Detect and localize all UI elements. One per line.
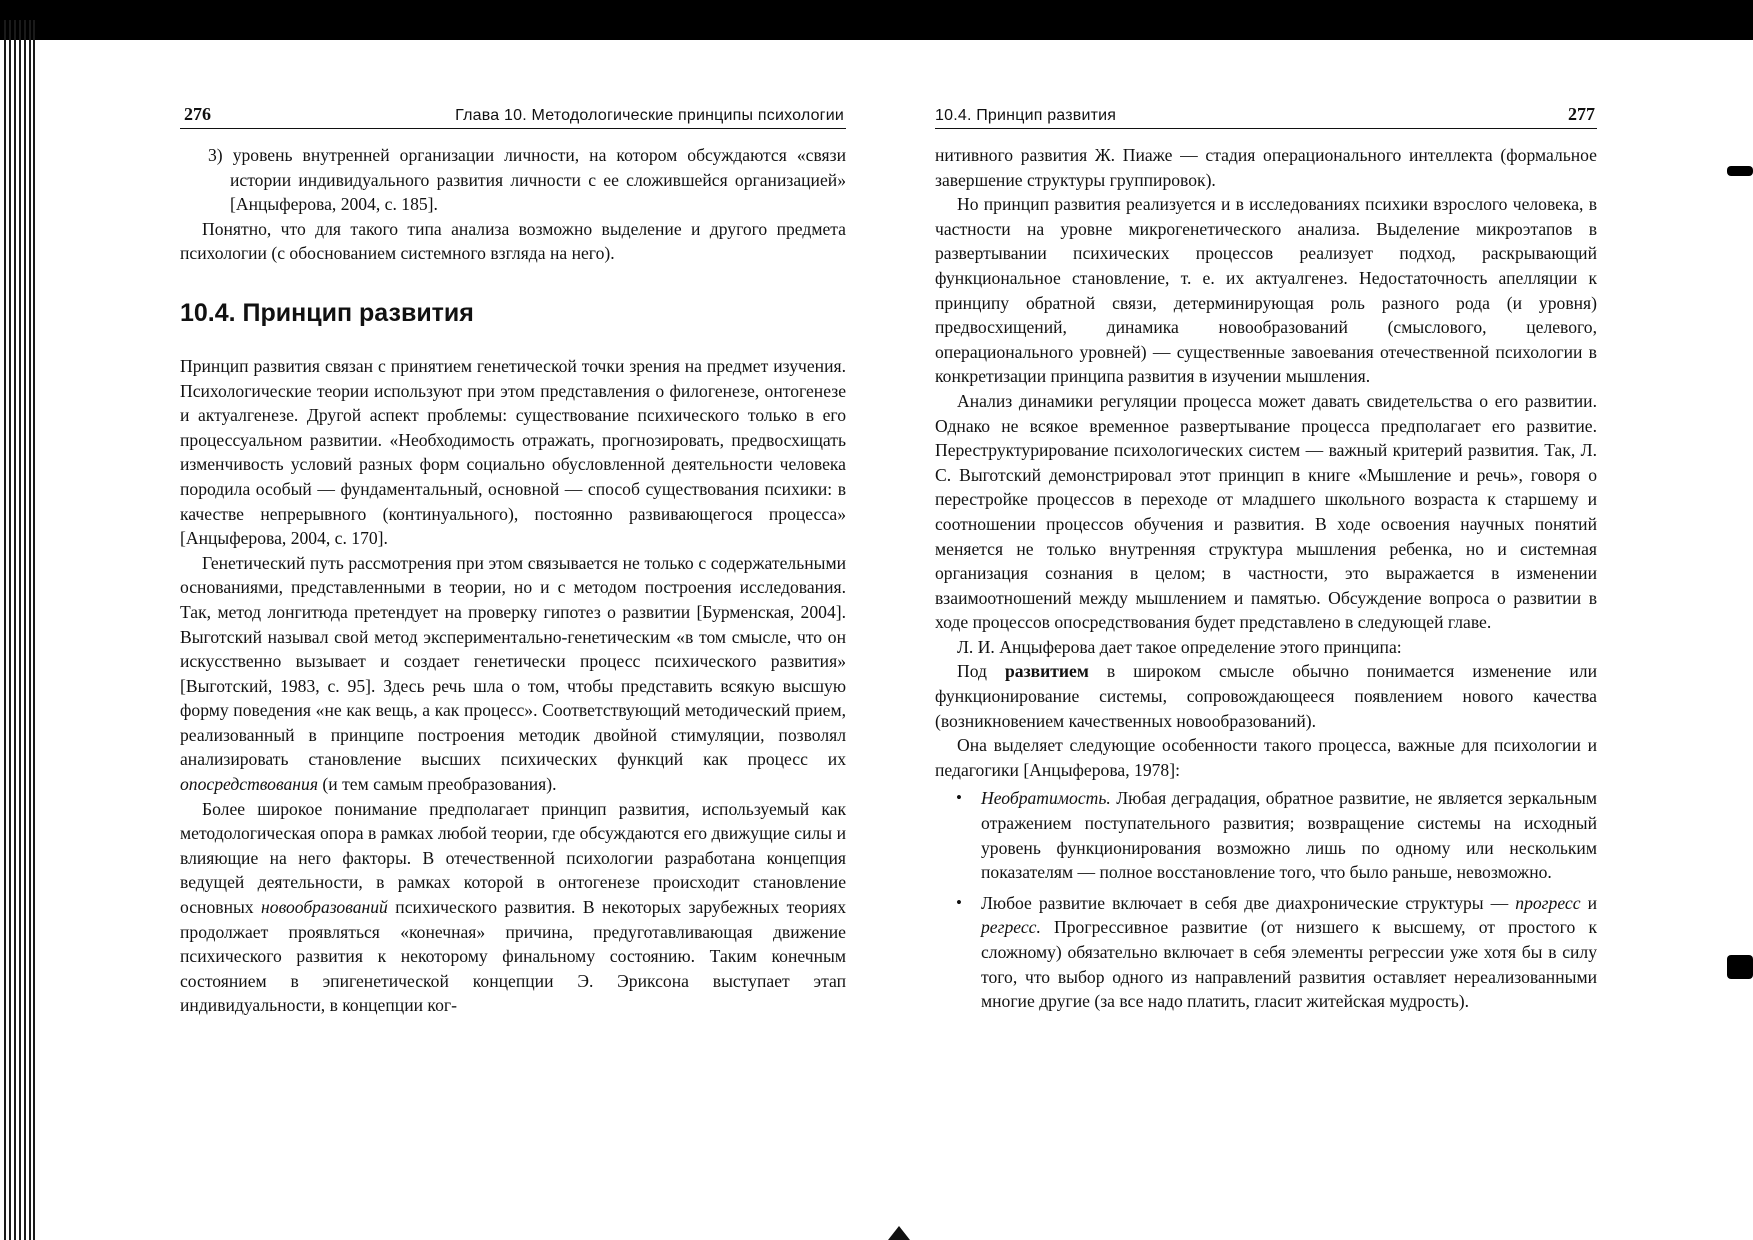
left-page <box>180 100 846 1018</box>
page-edge-mark-top <box>1727 166 1753 176</box>
book-binding-edge <box>0 20 40 1240</box>
running-head: Глава 10. Методологические принципы психологии <box>455 107 844 124</box>
scan-top-edge <box>0 0 1753 40</box>
running-head: 10.4. Принцип развития <box>935 107 1117 124</box>
bullet-icon: • <box>956 788 962 808</box>
paragraph: Но принцип развития реализуется и в исследованиях психики взрослого человека, в частности на уровне микрогенетического анализа. Выделение микроэтапов в развертывании психических процессов реализует подход, раскрывающий функциональное становление, т. е. их актуалгенез. Недостаточность апелляции к принципу обратной связи, детерминирующая роль разного рода (и уровня) предвосхищений, динамика новообразований (смыслового, целевого, операционального уровней) — существенные завоевания отечественной психологии в конкретизации принципа развития в изучении мышления. <box>935 194 1597 387</box>
right-page-text <box>935 143 1597 1014</box>
left-page-text <box>180 143 846 1018</box>
list-item: • Любое развитие включает в себя две диахронические структуры — прогресс и регресс. Прогрессивное развитие (от низшего к высшему, от простого к сложному) обязательно включает в себя элементы регрессии уже хотя бы в силу того, что выбор одного из направлений развития оставляет нереализованными многие другие (за все надо платить, гласит житейская мудрость). <box>956 892 1597 1012</box>
paragraph: Л. И. Анцыферова дает такое определение этого принципа: <box>957 636 1402 657</box>
page-number: 276 <box>184 104 211 124</box>
list-item: • Необратимость. Любая деградация, обратное развитие, не является зеркальным отражением поступательного развития; возвращение системы на исходный уровень функционирования возможно лишь по одному или нескольким показателям — полное восстановление того, что было раньше, невозможно. <box>956 788 1597 883</box>
section-title: 10.4. Принцип развития <box>180 298 474 327</box>
left-page-header <box>180 100 846 129</box>
bullet-icon: • <box>956 892 962 912</box>
definition-paragraph: Под развитием в широком смысле обычно понимается изменение или функционирование системы, сопровождающееся появлением нового качества (возникновением качественных новообразований). <box>935 661 1597 731</box>
right-page-header <box>935 100 1597 129</box>
bullet-list <box>935 786 1597 1013</box>
paragraph: Генетический путь рассмотрения при этом связывается не только с содержательными основаниями, представленными в теории, но и с методом построения исследования. Так, метод лонгитюда претендует на проверку гипотез о развитии [Бурменская, 2004]. Выготский называл свой метод экспериментально-генетическим «в том смысле, что он искусственно вызывает и создает генетически процесс психического развития» [Выготский, 1983, с. 95]. Здесь речь шла о том, чтобы представить всякую высшую форму поведения «не как вещь, а как процесс». Соответствующий методический прием, реализованный в принципе построения методик двойной стимуляции, позволял анализировать становление высших психических функций как процесс их опосредствования (и тем самым преобразования). <box>180 552 846 795</box>
paragraph: Анализ динамики регуляции процесса может давать свидетельства о его развитии. Однако не всякое временное развертывание процесса предполагает его развитие. Переструктурирование психологических систем — важный критерий развития. Так, Л. С. Выготский демонстрировал этот принцип в книге «Мышление и речь», говоря о перестройке процессов в переходе от младшего школьного возраста к старшему и соотношении процессов обучения и развития. В ходе освоения научных понятий меняется не только внутренняя структура мышления ребенка, но и системная организация сознания в целом; в частности, это выражается в изменении взаимоотношений между мышлением и памятью. Обсуждение вопроса о развитии в ходе процессов опосредствования будет представлено в следующей главе. <box>935 390 1597 633</box>
paragraph: Более широкое понимание предполагает принцип развития, используемый как методологическая опора в рамках любой теории, где обсуждаются его движущие силы и влияющие на него факторы. В отечественной психологии разработана концепция ведущей деятельности, в рамках которой в онтогенезе происходит становление основных новообразований психического развития. В некоторых зарубежных теориях продолжает проявляться «конечная» причина, предуготавливающая движение психического развития к некоторому финальному состоянию. Таким конечным состоянием в эпигенетической концепции Э. Эриксона выступает этап индивидуальности, в концепции ког- <box>180 798 846 1016</box>
list-item-3: 3) уровень внутренней организации личности, на котором обсуждаются «связи истории индивидуального развития личности с ее сложившейся организацией» [Анцыферова, 2004, с. 185]. <box>208 145 846 215</box>
right-page <box>935 100 1597 1020</box>
page-edge-mark-bottom <box>1727 955 1753 979</box>
paragraph: Понятно, что для такого типа анализа возможно выделение и другого предмета психологии (с обоснованием системного взгляда на него). <box>180 218 846 264</box>
center-fold-marker <box>888 1226 910 1240</box>
paragraph: Она выделяет следующие особенности такого процесса, важные для психологии и педагогики [Анцыферова, 1978]: <box>935 735 1597 780</box>
paragraph: нитивного развития Ж. Пиаже — стадия операционального интеллекта (формальное завершение структуры группировок). <box>935 145 1597 190</box>
paragraph: Принцип развития связан с принятием генетической точки зрения на предмет изучения. Психологические теории используют при этом представления о филогенезе, онтогенезе и актуалгенезе. Другой аспект проблемы: существование психического только в его процессуальном развитии. «Необходимость отражать, прогнозировать, предвосхищать изменчивость условий разных форм социально обусловленной деятельности человека породила особый — фундаментальный, основной — способ существования психики: в качестве непрерывного (континуального), постоянно развивающегося процесса» [Анцыферова, 2004, с. 170]. <box>180 355 846 549</box>
page-number: 277 <box>1568 104 1595 124</box>
